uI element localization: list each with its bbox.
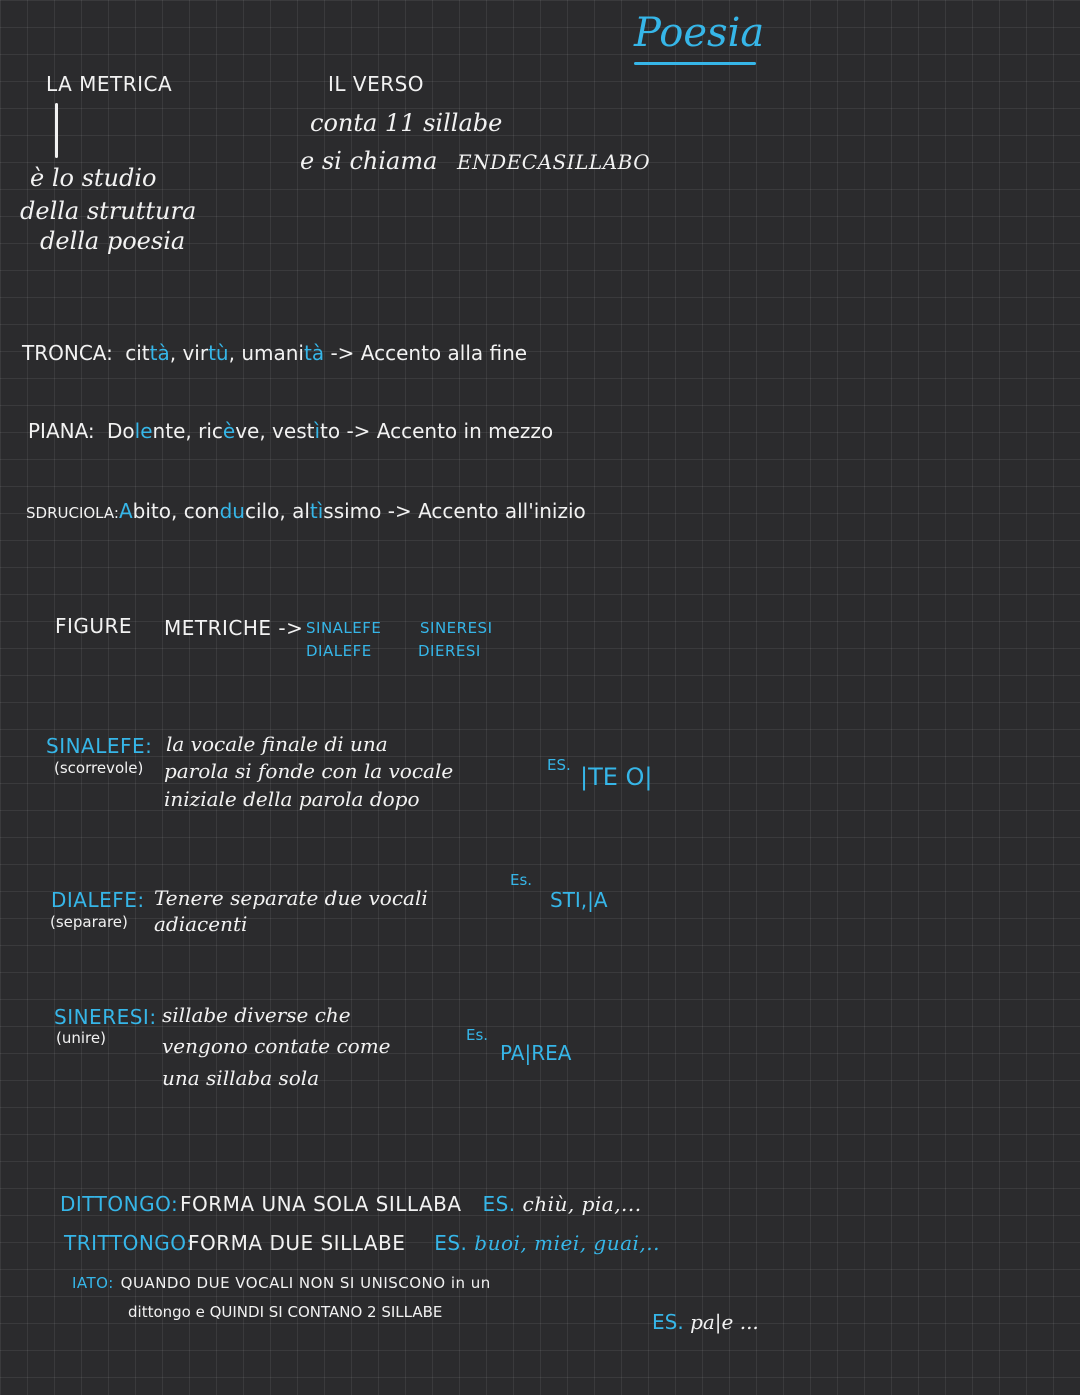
- metrica-line-2: della struttura: [20, 197, 197, 225]
- tronca-word-1: cit: [125, 341, 150, 365]
- tronca-label: TRONCA:: [22, 341, 113, 365]
- sdrucciola-word-2-accent: du: [219, 499, 245, 523]
- separator: ,: [279, 499, 293, 523]
- sinalefe-line-1: la vocale finale di una: [166, 732, 388, 756]
- title-underline: [634, 62, 756, 65]
- verso-line-2-prefix: e si chiama: [300, 147, 438, 175]
- sdrucciola-word-1: bito: [132, 499, 171, 523]
- verso-line-2-term: ENDECASILLABO: [457, 150, 651, 174]
- dialefe-note: (separare): [50, 913, 128, 931]
- sinalefe-term: SINALEFE:: [46, 734, 153, 758]
- metrica-connector-line: [55, 103, 58, 158]
- piana-word-3: vest: [272, 419, 315, 443]
- sdrucciola-word-1-accent: A: [118, 499, 133, 523]
- trittongo-es-label: ES.: [434, 1231, 468, 1255]
- figure-item-dieresi: DIERESI: [418, 642, 481, 660]
- dialefe-line-2: adiacenti: [154, 912, 248, 936]
- dialefe-line-1: Tenere separate due vocali: [154, 886, 428, 910]
- sineresi-line-1: sillabe diverse che: [162, 1003, 351, 1027]
- piana-row: [28, 420, 553, 443]
- sineresi-es-label: Es.: [466, 1026, 489, 1044]
- dialefe-term: DIALEFE:: [51, 888, 145, 912]
- sdrucciola-label: SDRUCIOLA:: [26, 504, 119, 522]
- separator: ,: [185, 419, 199, 443]
- piana-word-3-end: to: [320, 419, 341, 443]
- tronca-word-2: vir: [182, 341, 209, 365]
- tronca-word-3: umani: [241, 341, 304, 365]
- trittongo-example: buoi, miei, guai,..: [474, 1231, 661, 1255]
- dialefe-example: STI,|A: [550, 888, 608, 912]
- metrica-line-1: è lo studio: [30, 164, 157, 192]
- sineresi-term: SINERESI:: [54, 1005, 157, 1029]
- iato-line-1: [72, 1270, 491, 1293]
- verso-heading: IL VERSO: [328, 72, 425, 96]
- figure-item-dialefe: DIALEFE: [306, 642, 372, 660]
- piana-word-1: Do: [107, 419, 135, 443]
- iato-text-2: dittongo e QUINDI SI CONTANO 2 SILLABE: [128, 1303, 443, 1321]
- dialefe-es-label: Es.: [510, 871, 533, 889]
- dittongo-description: FORMA UNA SOLA SILLABA: [180, 1192, 462, 1216]
- trittongo-term: TRITTONGO:: [64, 1231, 194, 1255]
- iato-term: IATO:: [72, 1274, 114, 1292]
- piana-word-3-accent: ì: [314, 419, 321, 443]
- figure-item-sinalefe: SINALEFE: [306, 619, 382, 637]
- tronca-word-3-accent: tà: [303, 341, 325, 365]
- separator: ,: [228, 341, 242, 365]
- sinalefe-es-label: ES.: [547, 756, 571, 774]
- page-title: Poesia: [634, 10, 765, 56]
- sineresi-line-3: una sillaba sola: [162, 1066, 320, 1090]
- piana-word-2: ric: [198, 419, 223, 443]
- sineresi-line-2: vengono contate come: [162, 1034, 391, 1058]
- sdrucciola-word-3-accent: tì: [309, 499, 324, 523]
- separator: ,: [259, 419, 273, 443]
- tronca-word-1-accent: tà: [149, 341, 170, 365]
- figure-item-sineresi: SINERESI: [420, 619, 493, 637]
- sdrucciola-word-3: al: [292, 499, 310, 523]
- piana-word-1-accent: le: [134, 419, 153, 443]
- iato-example-row: [652, 1311, 759, 1334]
- piana-word-2-end: ve: [235, 419, 260, 443]
- sinalefe-example: |TE O|: [580, 763, 653, 791]
- tronca-word-2-accent: tù: [208, 341, 229, 365]
- sdrucciola-word-3-end: ssimo: [323, 499, 382, 523]
- sinalefe-line-2: parola si fonde con la vocale: [164, 759, 454, 783]
- sinalefe-line-3: iniziale della parola dopo: [164, 787, 420, 811]
- piana-label: PIANA:: [28, 419, 95, 443]
- tronca-row: [22, 342, 527, 365]
- dittongo-term: DITTONGO:: [60, 1192, 179, 1216]
- dittongo-es-label: ES.: [482, 1192, 516, 1216]
- sinalefe-note: (scorrevole): [54, 759, 144, 777]
- iato-line-2: [128, 1299, 442, 1322]
- metrica-line-3: della poesia: [40, 227, 186, 255]
- piana-word-1-end: nte: [152, 419, 186, 443]
- trittongo-text: [188, 1232, 660, 1255]
- figure-label: FIGURE: [55, 614, 133, 638]
- sdrucciola-word-2-end: cilo: [244, 499, 280, 523]
- verso-line-2: [300, 148, 650, 176]
- dittongo-example: chiù, pia,...: [522, 1192, 642, 1216]
- iato-text-1: QUANDO DUE VOCALI NON SI UNISCONO in un: [120, 1274, 491, 1292]
- separator: ,: [170, 499, 184, 523]
- sineresi-example: PA|REA: [500, 1041, 572, 1065]
- trittongo-description: FORMA DUE SILLABE: [188, 1231, 406, 1255]
- iato-example: pa|e ...: [690, 1310, 759, 1334]
- metriche-label: METRICHE ->: [164, 616, 304, 640]
- separator: ,: [169, 341, 183, 365]
- piana-word-2-accent: è: [222, 419, 236, 443]
- sdrucciola-row: [26, 500, 586, 523]
- iato-es-label: ES.: [652, 1310, 684, 1334]
- sineresi-note: (unire): [56, 1029, 106, 1047]
- tronca-rule: -> Accento alla fine: [324, 341, 528, 365]
- piana-rule: -> Accento in mezzo: [340, 419, 554, 443]
- sdrucciola-word-2: con: [183, 499, 220, 523]
- sdrucciola-rule: -> Accento all'inizio: [381, 499, 586, 523]
- metrica-heading: LA METRICA: [46, 72, 173, 96]
- verso-line-1: conta 11 sillabe: [310, 109, 503, 137]
- dittongo-text: [180, 1193, 642, 1216]
